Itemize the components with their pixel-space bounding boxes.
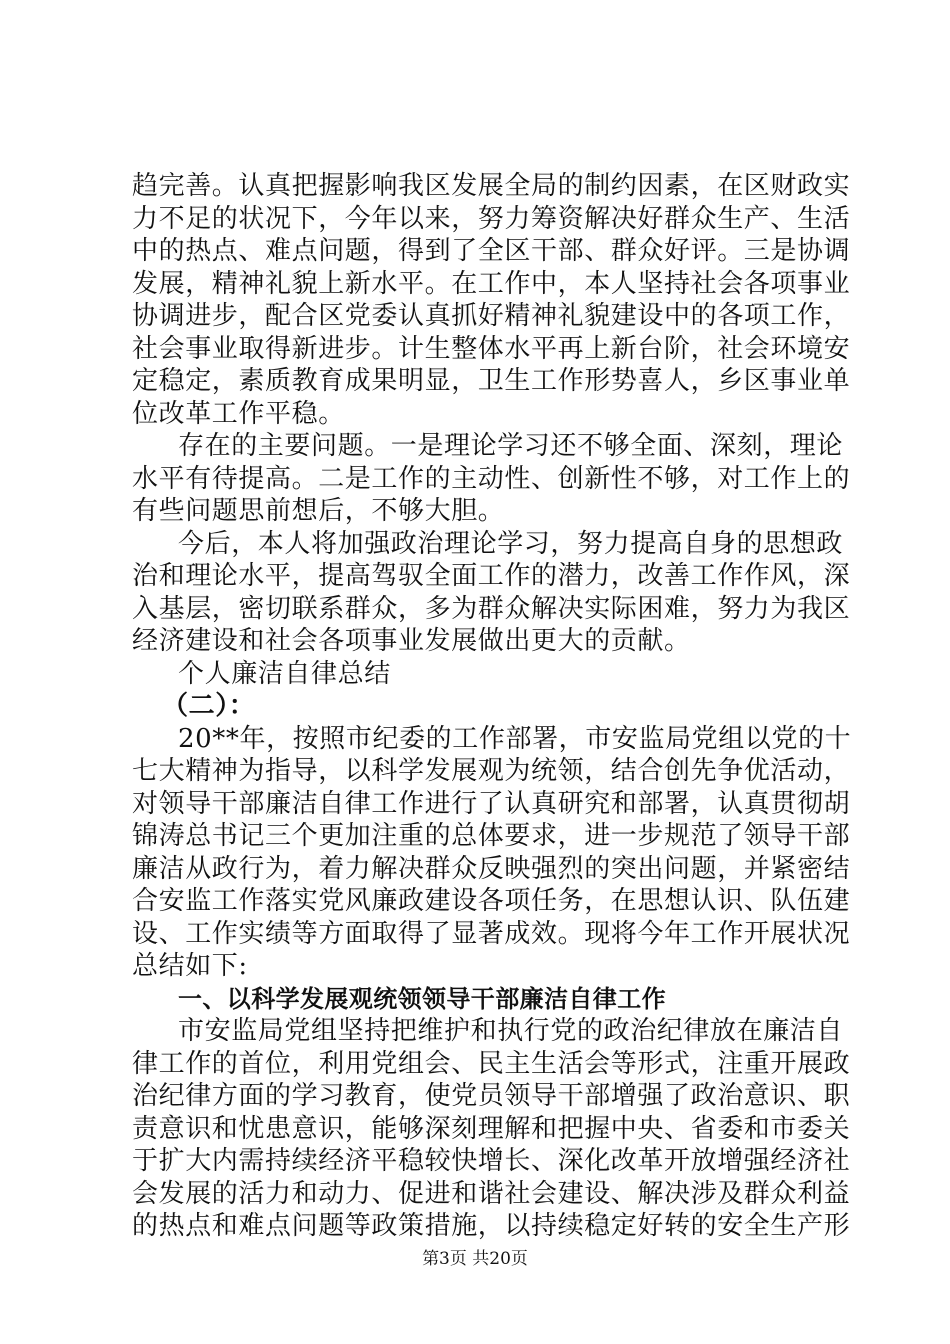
section-subtitle: （二）： xyxy=(162,691,256,721)
text-line: 七大精神为指导，以科学发展观为统领，结合创先争优活动， xyxy=(132,756,851,786)
text-line: 水平有待提高。二是工作的主动性、创新性不够，对工作上的 xyxy=(132,463,851,494)
text-line: 经济建设和社会各项事业发展做出更大的贡献。 xyxy=(132,626,691,656)
text-line: 趋完善。认真把握影响我区发展全局的制约因素，在区财政实 xyxy=(132,171,851,201)
text-line: 锦涛总书记三个更加注重的总体要求，进一步规范了领导干部 xyxy=(132,821,851,851)
text-line: 合安监工作落实党风廉政建设各项任务，在思想认识、队伍建 xyxy=(132,886,851,916)
paragraph-start: 存在的主要问题。一是理论学习还不够全面、深刻，理论 xyxy=(178,431,844,461)
paragraph-start: 今后，本人将加强政治理论学习，努力提高自身的思想政 xyxy=(178,528,844,559)
text-line: 中的热点、难点问题，得到了全区干部、群众好评。三是协调 xyxy=(132,236,851,266)
section-title: 个人廉洁自律总结 xyxy=(178,658,391,689)
text-line: 协调进步，配合区党委认真抓好精神礼貌建设中的各项工作， xyxy=(132,301,851,331)
text-line: 会发展的活力和动力、促进和谐社会建设、解决涉及群众利益 xyxy=(132,1178,851,1209)
text-line: 对领导干部廉洁自律工作进行了认真研究和部署，认真贯彻胡 xyxy=(132,788,851,819)
text-line: 设、工作实绩等方面取得了显著成效。现将今年工作开展状况 xyxy=(132,918,851,949)
text-line: 定稳定，素质教育成果明显，卫生工作形势喜人，乡区事业单 xyxy=(132,366,851,396)
text-line: 入基层，密切联系群众，多为群众解决实际困难，努力为我区 xyxy=(132,593,851,624)
paragraph-start: 市安监局党组坚持把维护和执行党的政治纪律放在廉洁自 xyxy=(178,1016,844,1046)
text-line: 位改革工作平稳。 xyxy=(132,398,345,429)
section-heading: 一、以科学发展观统领领导干部廉洁自律工作 xyxy=(178,984,666,1013)
document-body xyxy=(132,170,852,1243)
text-line: 的热点和难点问题等政策措施，以持续稳定好转的安全生产形 xyxy=(132,1211,851,1241)
text-line: 总结如下: xyxy=(132,951,248,981)
text-line: 社会事业取得新进步。计生整体水平再上新台阶，社会环境安 xyxy=(132,333,851,364)
text-line: 于扩大内需持续经济平稳较快增长、深化改革开放增强经济社 xyxy=(132,1146,851,1176)
text-line: 治纪律方面的学习教育，使党员领导干部增强了政治意识、职 xyxy=(132,1081,851,1111)
text-line: 律工作的首位，利用党组会、民主生活会等形式，注重开展政 xyxy=(132,1048,851,1079)
text-line: 责意识和忧患意识，能够深刻理解和把握中央、省委和市委关 xyxy=(132,1113,851,1144)
page-number-footer: 第3页 共20页 xyxy=(422,1249,528,1269)
text-line: 发展，精神礼貌上新水平。在工作中，本人坚持社会各项事业 xyxy=(132,268,851,299)
text-line: 廉洁从政行为，着力解决群众反映强烈的突出问题，并紧密结 xyxy=(132,853,851,884)
text-line: 力不足的状况下，今年以来，努力筹资解决好群众生产、生活 xyxy=(132,203,851,234)
paragraph-start: 20**年，按照市纪委的工作部署，市安监局党组以党的十 xyxy=(178,723,852,754)
text-line: 有些问题思前想后，不够大胆。 xyxy=(132,496,505,526)
text-line: 治和理论水平，提高驾驭全面工作的潜力，改善工作作风，深 xyxy=(132,561,851,591)
